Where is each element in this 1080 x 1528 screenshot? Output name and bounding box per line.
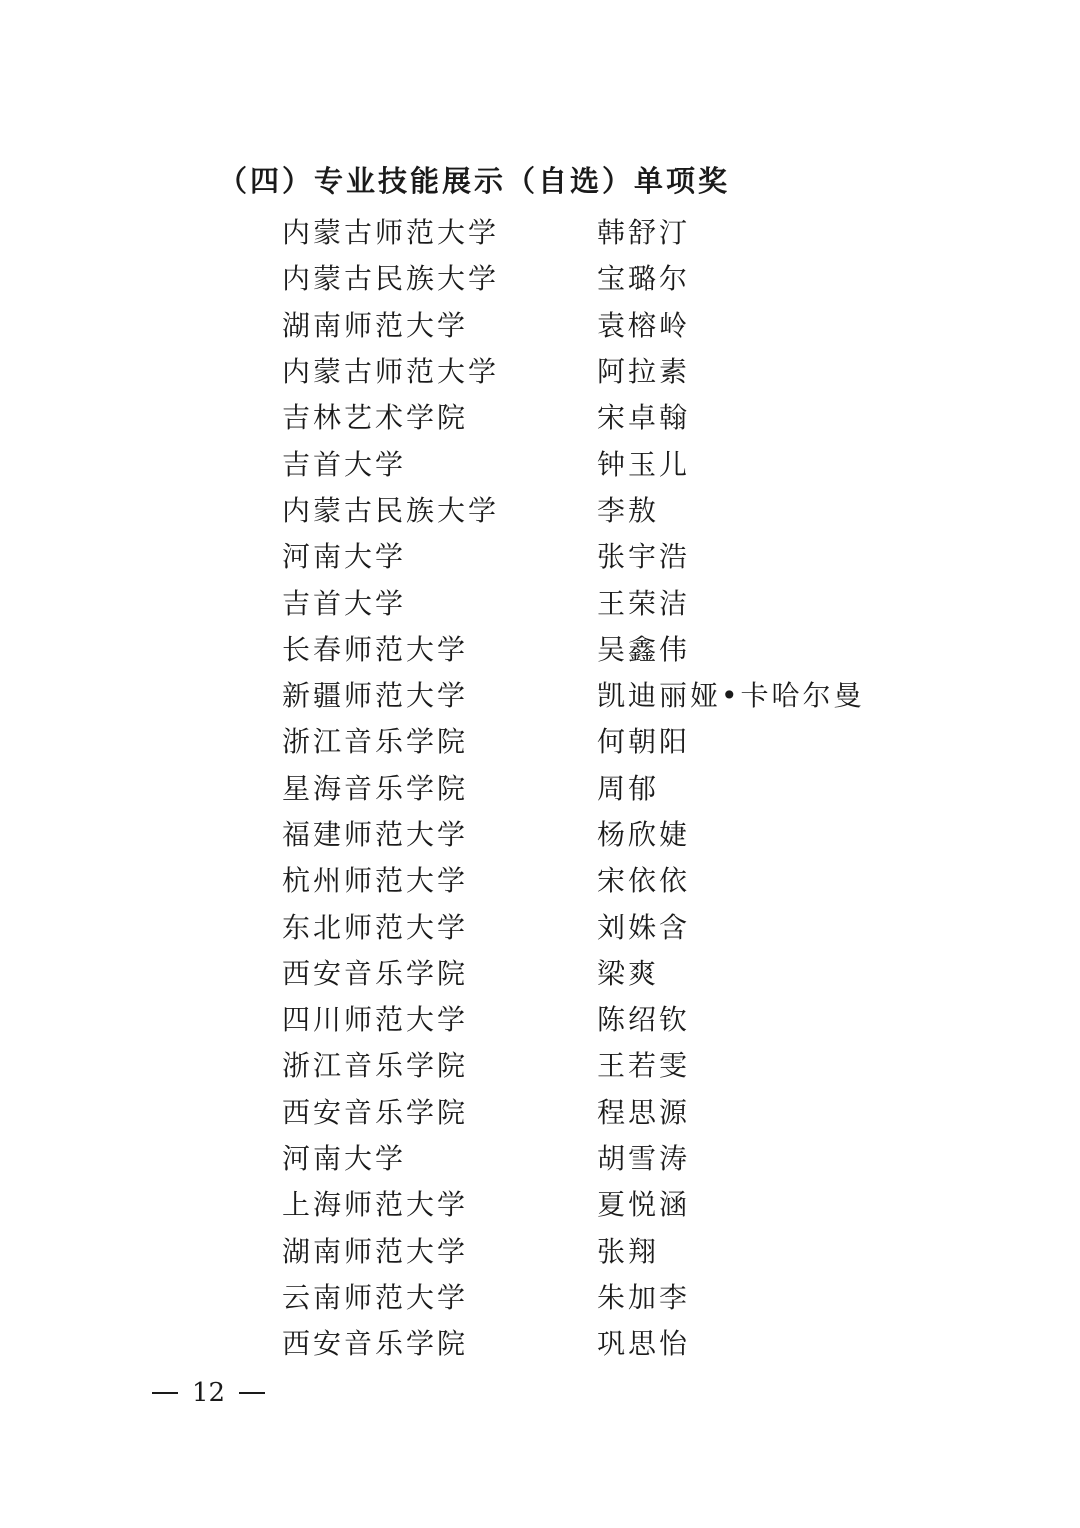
school-name: 河南大学 xyxy=(282,1142,407,1176)
school-name: 上海师范大学 xyxy=(282,1188,469,1222)
award-row xyxy=(282,949,982,995)
school-name: 四川师范大学 xyxy=(282,1003,469,1037)
award-row xyxy=(282,625,982,671)
award-row xyxy=(282,254,982,300)
page-number: 12 xyxy=(192,1378,226,1408)
award-row xyxy=(282,810,982,856)
page-footer xyxy=(152,1378,265,1408)
award-row xyxy=(282,1088,982,1134)
award-row xyxy=(282,764,982,810)
winner-name: 韩舒汀 xyxy=(597,216,691,250)
winner-name: 周郁 xyxy=(597,771,660,805)
winner-name: 夏悦涵 xyxy=(597,1188,691,1222)
winner-name: 宝璐尔 xyxy=(597,262,691,296)
school-name: 西安音乐学院 xyxy=(282,956,469,990)
school-name: 内蒙古民族大学 xyxy=(282,262,500,296)
school-name: 西安音乐学院 xyxy=(282,1327,469,1361)
right-dash xyxy=(239,1392,265,1394)
award-row xyxy=(282,1180,982,1226)
school-name: 内蒙古师范大学 xyxy=(282,216,500,250)
school-name: 湖南师范大学 xyxy=(282,308,469,342)
award-row xyxy=(282,1273,982,1319)
school-name: 云南师范大学 xyxy=(282,1280,469,1314)
school-name: 吉首大学 xyxy=(282,586,407,620)
winner-name: 钟玉儿 xyxy=(597,447,691,481)
school-name: 河南大学 xyxy=(282,540,407,574)
award-row xyxy=(282,995,982,1041)
winner-name: 张宇浩 xyxy=(597,540,691,574)
winner-name: 吴鑫伟 xyxy=(597,632,691,666)
award-row xyxy=(282,347,982,393)
winner-name: 李敖 xyxy=(597,493,660,527)
award-row xyxy=(282,578,982,624)
school-name: 新疆师范大学 xyxy=(282,679,469,713)
school-name: 吉林艺术学院 xyxy=(282,401,469,435)
award-row xyxy=(282,439,982,485)
award-row xyxy=(282,1134,982,1180)
winner-name: 胡雪涛 xyxy=(597,1142,691,1176)
winner-name: 张翔 xyxy=(597,1234,660,1268)
award-row xyxy=(282,393,982,439)
school-name: 浙江音乐学院 xyxy=(282,725,469,759)
winner-name: 袁榕岭 xyxy=(597,308,691,342)
winner-name: 王荣洁 xyxy=(597,586,691,620)
winner-name: 阿拉素 xyxy=(597,355,691,389)
winner-name: 宋依依 xyxy=(597,864,691,898)
award-row xyxy=(282,671,982,717)
award-row xyxy=(282,208,982,254)
winner-name: 刘姝含 xyxy=(597,910,691,944)
school-name: 浙江音乐学院 xyxy=(282,1049,469,1083)
award-row xyxy=(282,856,982,902)
award-row xyxy=(282,532,982,578)
award-row xyxy=(282,902,982,948)
winner-name: 杨欣婕 xyxy=(597,818,691,851)
winner-name: 梁爽 xyxy=(597,956,660,990)
winner-name: 朱加李 xyxy=(597,1280,691,1314)
award-row xyxy=(282,1041,982,1087)
winner-name: 巩思怡 xyxy=(597,1327,691,1361)
school-name: 西安音乐学院 xyxy=(282,1095,469,1129)
award-list xyxy=(282,208,982,1365)
school-name: 福建师范大学 xyxy=(282,818,469,851)
school-name: 杭州师范大学 xyxy=(282,864,469,898)
section-heading: （四）专业技能展示（自选）单项奖 xyxy=(218,164,731,198)
left-dash xyxy=(152,1392,178,1394)
award-row xyxy=(282,301,982,347)
school-name: 内蒙古师范大学 xyxy=(282,355,500,389)
winner-name: 凯迪丽娅•卡哈尔曼 xyxy=(597,679,865,713)
award-row xyxy=(282,486,982,532)
winner-name: 何朝阳 xyxy=(597,725,691,759)
award-row xyxy=(282,1227,982,1273)
winner-name: 宋卓翰 xyxy=(597,401,691,435)
award-row xyxy=(282,717,982,763)
school-name: 东北师范大学 xyxy=(282,910,469,944)
winner-name: 陈绍钦 xyxy=(597,1003,691,1037)
school-name: 吉首大学 xyxy=(282,447,407,481)
school-name: 内蒙古民族大学 xyxy=(282,493,500,527)
winner-name: 王若雯 xyxy=(597,1049,691,1083)
school-name: 湖南师范大学 xyxy=(282,1234,469,1268)
award-row xyxy=(282,1319,982,1365)
school-name: 星海音乐学院 xyxy=(282,771,469,805)
school-name: 长春师范大学 xyxy=(282,632,469,666)
winner-name: 程思源 xyxy=(597,1095,691,1129)
